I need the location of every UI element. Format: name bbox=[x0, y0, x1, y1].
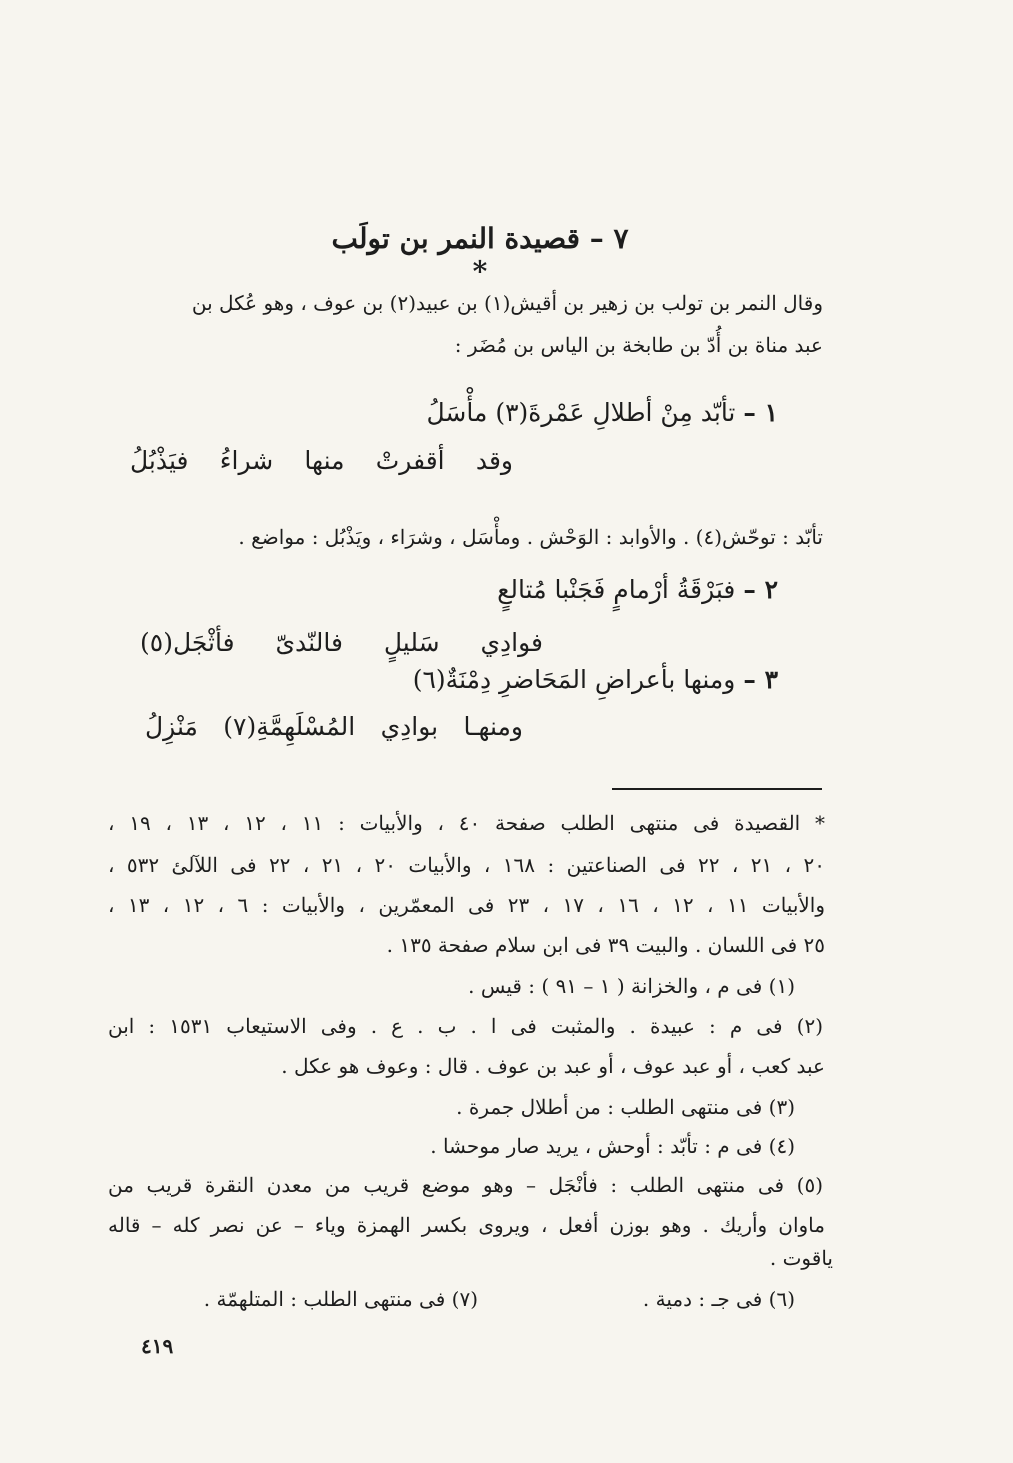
intro-line-1: وقال النمر بن تولب بن زهير بن أقيش(١) بن عبيد(٢) بن عوف ، وهو عُكل بن bbox=[191, 291, 823, 315]
footnote-star-line-4: ٢٥ فى اللسان . والبيت ٣٩ فى ابن سلام صفحة ١٣٥ . bbox=[386, 933, 825, 957]
footnote-7: (٧) فى منتهى الطلب : المتلهمّة . bbox=[203, 1287, 478, 1311]
footnote-5-line-1: (٥) فى منتهى الطلب : فأنْجَل – وهو موضع قريب من معدن النقرة قريب من bbox=[108, 1173, 823, 1197]
verse-1-first-text: تأبّد مِنْ أطلالِ عَمْرةَ(٣) مأْسَلُ bbox=[426, 398, 736, 427]
verse-3-first-hemistich bbox=[413, 665, 778, 694]
footnote-1: (١) فى م ، والخزانة ( ١ – ٩١ ) : قيس . bbox=[468, 974, 795, 998]
verse-2-first-text: فبَرْقَةُ أرْمامٍ فَجَنْبا مُتالعٍ bbox=[497, 575, 736, 604]
verse-3-first-text: ومنها بأعراضِ المَحَاضرِ دِمْنَةٌ(٦) bbox=[412, 665, 736, 694]
footnote-5-line-3: ياقوت . bbox=[769, 1246, 833, 1270]
footnote-star-line-2: ٢٠ ، ٢١ ، ٢٢ فى الصناعتين : ١٦٨ ، والأبيات ٢٠ ، ٢١ ، ٢٢ فى اللآلئ ٥٣٢ ، bbox=[108, 853, 826, 877]
page-number: ٤١٩ bbox=[141, 1334, 174, 1358]
verse-1-number: ١ – bbox=[743, 398, 778, 427]
intro-line-2: عبد مناة بن أُدّ بن طابخة بن الياس بن مُضَر : bbox=[454, 333, 823, 357]
gloss-line: تأبّد : توحّش(٤) . والأوابد : الوَحْش . ومأْسَل ، وشرَاء ، ويَذْبُل : مواضع . bbox=[238, 525, 823, 549]
footnote-4: (٤) فى م : تأبّد : أوحش ، يريد صار موحشا . bbox=[430, 1134, 795, 1158]
verse-1-second-hemistich: وقد أقفرتْ منها شراءُ فيَذْبُلُ bbox=[130, 446, 513, 475]
verse-2-number: ٢ – bbox=[743, 575, 778, 604]
verse-3-number: ٣ – bbox=[743, 665, 778, 694]
verse-1-first-hemistich bbox=[427, 398, 779, 427]
poem-title: ٧ – قصيدة النمر بن تولَب * bbox=[331, 222, 629, 288]
footnote-3: (٣) فى منتهى الطلب : من أطلال جمرة . bbox=[456, 1095, 795, 1119]
footnote-star-line-3: والأبيات ١١ ، ١٢ ، ١٦ ، ١٧ ، ٢٣ فى المعمّرين ، والأبيات : ٦ ، ١٢ ، ١٣ ، bbox=[108, 893, 826, 917]
verse-3-second-hemistich: ومنهـا بوادِي المُسْلَهِمَّةِ(٧) مَنْزِلُ bbox=[145, 712, 523, 741]
footnote-2-line-1: (٢) فى م : عبيدة . والمثبت فى ا . ب . ع . وفى الاستيعاب ١٥٣١ : ابن bbox=[108, 1014, 823, 1038]
footnote-separator bbox=[612, 788, 822, 790]
footnote-6: (٦) فى جـ : دمية . bbox=[642, 1287, 795, 1311]
verse-2-first-hemistich bbox=[497, 575, 778, 604]
verse-2-second-hemistich: فوادِي سَليلٍ فالنّدىّ فأثْجَل(٥) bbox=[140, 628, 543, 657]
footnote-5-line-2: ماوان وأريك . وهو بوزن أفعل ، ويروى بكسر الهمزة وياء – عن نصر كله – قاله bbox=[108, 1213, 825, 1237]
footnote-2-line-2: عبد كعب ، أو عبد عوف ، أو عبد بن عوف . قال : وعوف هو عكل . bbox=[281, 1054, 825, 1078]
footnote-star-line-1: * القصيدة فى منتهى الطلب صفحة ٤٠ ، والأبيات : ١١ ، ١٢ ، ١٣ ، ١٩ ، bbox=[108, 811, 826, 835]
